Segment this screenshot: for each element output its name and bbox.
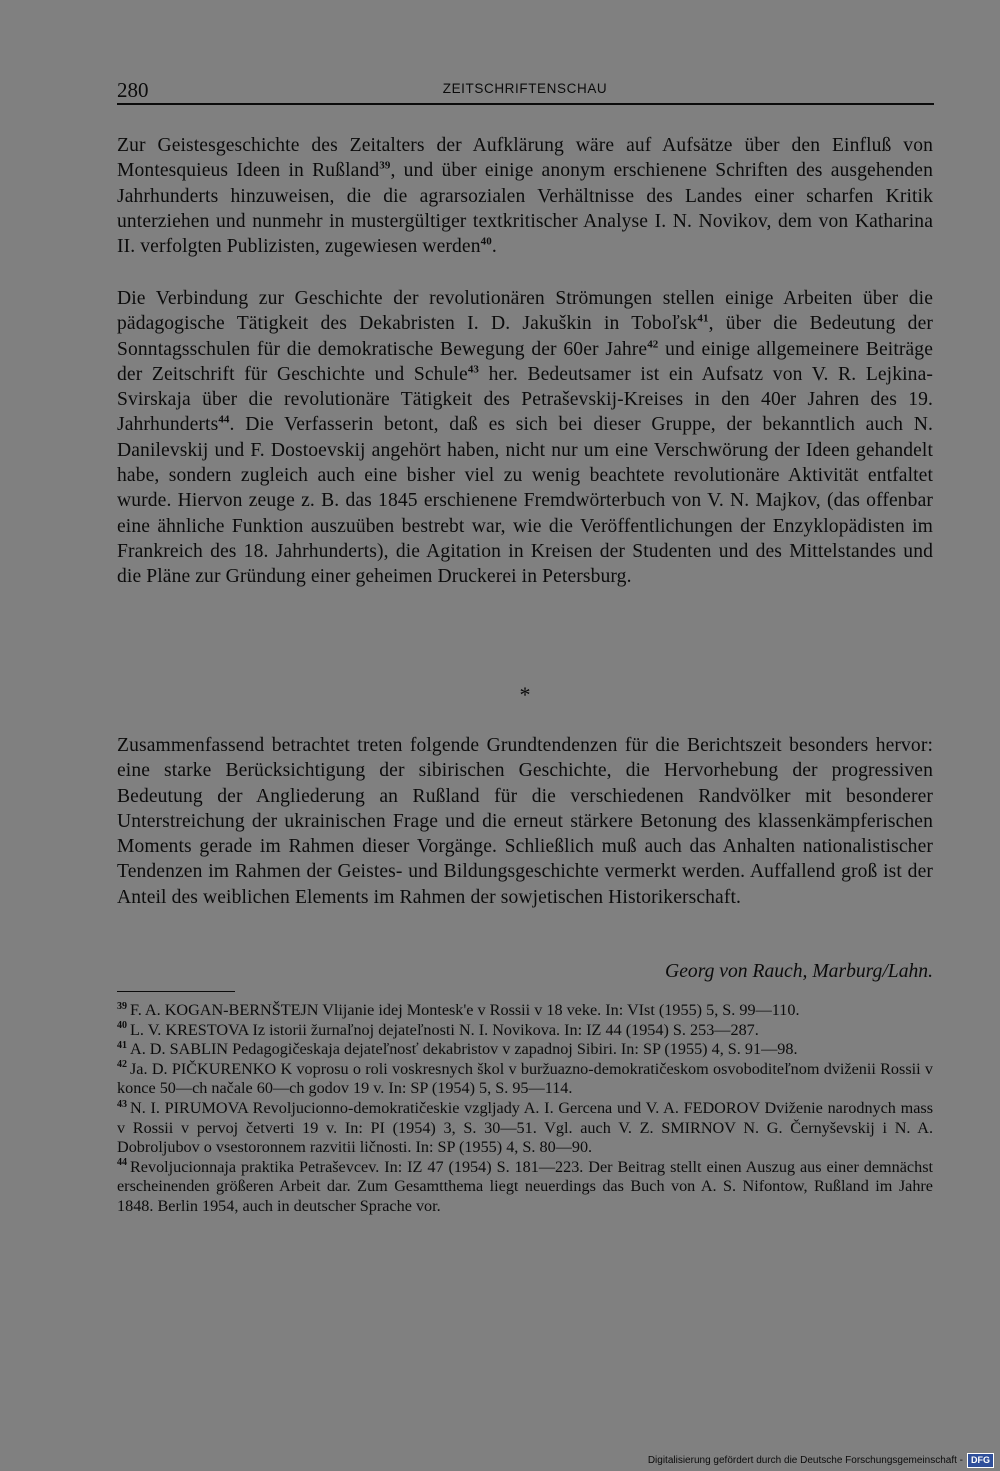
footnote-text: L. V. KRESTOVA Iz istorii žurnaľnoj dejateľnosti N. I. Novikova. In: IZ 44 (1954) S. 253—287.: [130, 1020, 759, 1039]
dfg-logo: DFG: [967, 1453, 994, 1468]
text-segment: her. Bedeutsamer ist ein Aufsatz von V. R. Lejkina-Svirskaja über die revolutionäre Tätigkeit des Petraševskij-Kreises in den 40er Jahren des 19. Jahrhunderts: [117, 363, 933, 436]
credit-text: Digitalisierung gefördert durch die Deutsche Forschungsgemeinschaft -: [647, 1454, 963, 1466]
footnote-40: [117, 1021, 933, 1041]
footnote-rule: [117, 991, 235, 992]
footnotes: [117, 1001, 933, 1217]
page-header: [117, 78, 933, 102]
footnote-text: F. A. KOGAN-BERNŠTEJN Vlijanie idej Montesk'e v Rossii v 18 veke. In: VIst (1955) 5, S. 99—110.: [130, 1001, 800, 1019]
footnote-42: [117, 1060, 933, 1099]
footnote-reference: 39: [379, 159, 391, 172]
digitization-credit: [648, 1453, 994, 1467]
text-segment: Zusammenfassend betrachtet treten folgende Grundtendenzen für die Berichtszeit besonders hervor: eine starke Berücksichtigung der sibirischen Geschichte, die Hervorhebung der progressiven Bedeutung der Angliederung an Rußland für die verschiedenen Randvölker mit besonderer Unterstreichung der ukrainischen Frage und die erneut stärkere Betonung des klassenkämpferischen Moments gerade im Rahmen dieser Vorgänge. Schließlich muß auch das Anhalten nationalistischer Tendenzen im Rahmen der Geistes- und Bildungsgeschichte vermerkt werden. Auffallend groß ist der Anteil des weiblichen Elements im Rahmen der sowjetischen Historikerschaft.: [117, 735, 933, 908]
running-head: ZEITSCHRIFTENSCHAU: [442, 81, 608, 96]
text-segment: Zur Geistesgeschichte des Zeitalters der Aufklärung wäre auf Aufsätze über den Einfluß von Montesquieus Ideen in Rußland: [117, 135, 933, 182]
footnote-reference: 41: [697, 312, 709, 325]
text-segment: und einige allgemeinere Beiträge der Zeitschrift für Geschichte und Schule: [117, 338, 933, 385]
footnote-text: Revoljucionnaja praktika Petraševcev. In: IZ 47 (1954) S. 181—223. Der Beitrag stellt einen Auszug aus einer demnächst erscheinenden größeren Arbeit dar. Zum Gesamtthema liegt neuerdings das Buch von A. S. Nifontow, Rußland im Jahre 1848. Berlin 1954, auch in deutscher Sprache vor.: [117, 1157, 933, 1215]
footnote-number: 42: [117, 1059, 127, 1071]
footnote-reference: 42: [647, 338, 659, 351]
footnote-number: 41: [117, 1039, 127, 1051]
paragraph-text: [117, 133, 933, 259]
text-segment: . Die Verfasserin betont, daß es sich bei dieser Gruppe, der bekanntlich auch N. Danilevskij und F. Dostoevskij angehört haben, nicht nur um eine Verschwörung der Ideen gehandelt habe, sondern zugleich auch eine bisher viel zu wenig beachtete revolutionäre Aktivität entfaltet wurde. Hiervon zeuge z. B. das 1845 erschienene Fremdwörterbuch von V. N. Majkov, (das offenbar eine ähnliche Funktion auszuüben bestrebt war, wie die Veröffentlichungen der Enzyklopädisten im Frankreich des 18. Jahrhunderts), die Agitation in Kreisen der Studenten und des Mittelstandes und die Pläne zur Gründung einer geheimen Druckerei in Petersburg.: [117, 414, 933, 588]
footnote-39: [117, 1001, 933, 1021]
footnote-reference: 44: [218, 413, 230, 426]
footnote-text: A. D. SABLIN Pedagogičeskaja dejateľnosť dekabristov v zapadnoj Sibiri. In: SP (1955) 4, S. 91—98.: [130, 1040, 798, 1059]
paragraph-text: [117, 286, 933, 590]
body-paragraph-3: [117, 733, 933, 910]
footnote-text: N. I. PIRUMOVA Revoljucionno-demokratičeskie vzgljady A. I. Gercena und V. A. FEDOROV Dviženie narodnych mass v Rossii v pervoj četverti 19 v. In: PI (1954) 3, S. 30—51. Vgl. auch V. Z. SMIRNOV N. G. Černyševskij i N. A. Dobroljubov o vsestoronnem razvitii ličnosti. In: SP (1955) 4, S. 80—90.: [117, 1098, 933, 1157]
footnote-number: 39: [117, 1000, 127, 1012]
paragraph-text: [117, 733, 933, 910]
footnote-number: 44: [117, 1157, 127, 1169]
footnote-number: 43: [117, 1098, 127, 1110]
text-segment: , über die Bedeutung der Sonntagsschulen für die demokratische Bewegung der 60er Jahre: [117, 313, 933, 360]
body-paragraph-1: [117, 133, 933, 259]
author-signature: Georg von Rauch, Marburg/Lahn.: [665, 961, 933, 982]
footnote-41: [117, 1040, 933, 1060]
text-segment: , und über einige anonym erschienene Schriften des ausgehenden Jahrhunderts hinzuweisen, die die agrarsozialen Verhältnisse des Landes einer scharfen Kritik unterziehen und nunmehr in mustergültiger textkritischer Analyse I. N. Novikov, dem von Katharina II. verfolgten Publizisten, zugewiesen werden: [117, 160, 933, 258]
body-paragraph-2: [117, 286, 933, 590]
footnote-43: [117, 1099, 933, 1158]
footnote-reference: 43: [467, 363, 480, 376]
page-number: 280: [117, 78, 149, 102]
section-break-asterisk: *: [519, 682, 531, 707]
footnote-text: Ja. D. PIČKURENKO K voprosu o roli voskresnych škol v buržuazno-demokratičeskom osvoboditeľnom dviženii Rossii v konce 50—ch načale 60—ch godov 19 v. In: SP (1954) 5, S. 95—114.: [117, 1059, 933, 1098]
text-segment: .: [491, 236, 497, 258]
header-rule: [117, 103, 934, 105]
footnote-44: [117, 1158, 933, 1217]
text-segment: Die Verbindung zur Geschichte der revolutionären Strömungen stellen einige Arbeiten über die pädagogische Tätigkeit des Dekabristen I. D. Jakuškin in Toboľsk: [117, 288, 933, 335]
footnote-reference: 40: [480, 235, 492, 248]
footnote-number: 40: [117, 1020, 127, 1032]
